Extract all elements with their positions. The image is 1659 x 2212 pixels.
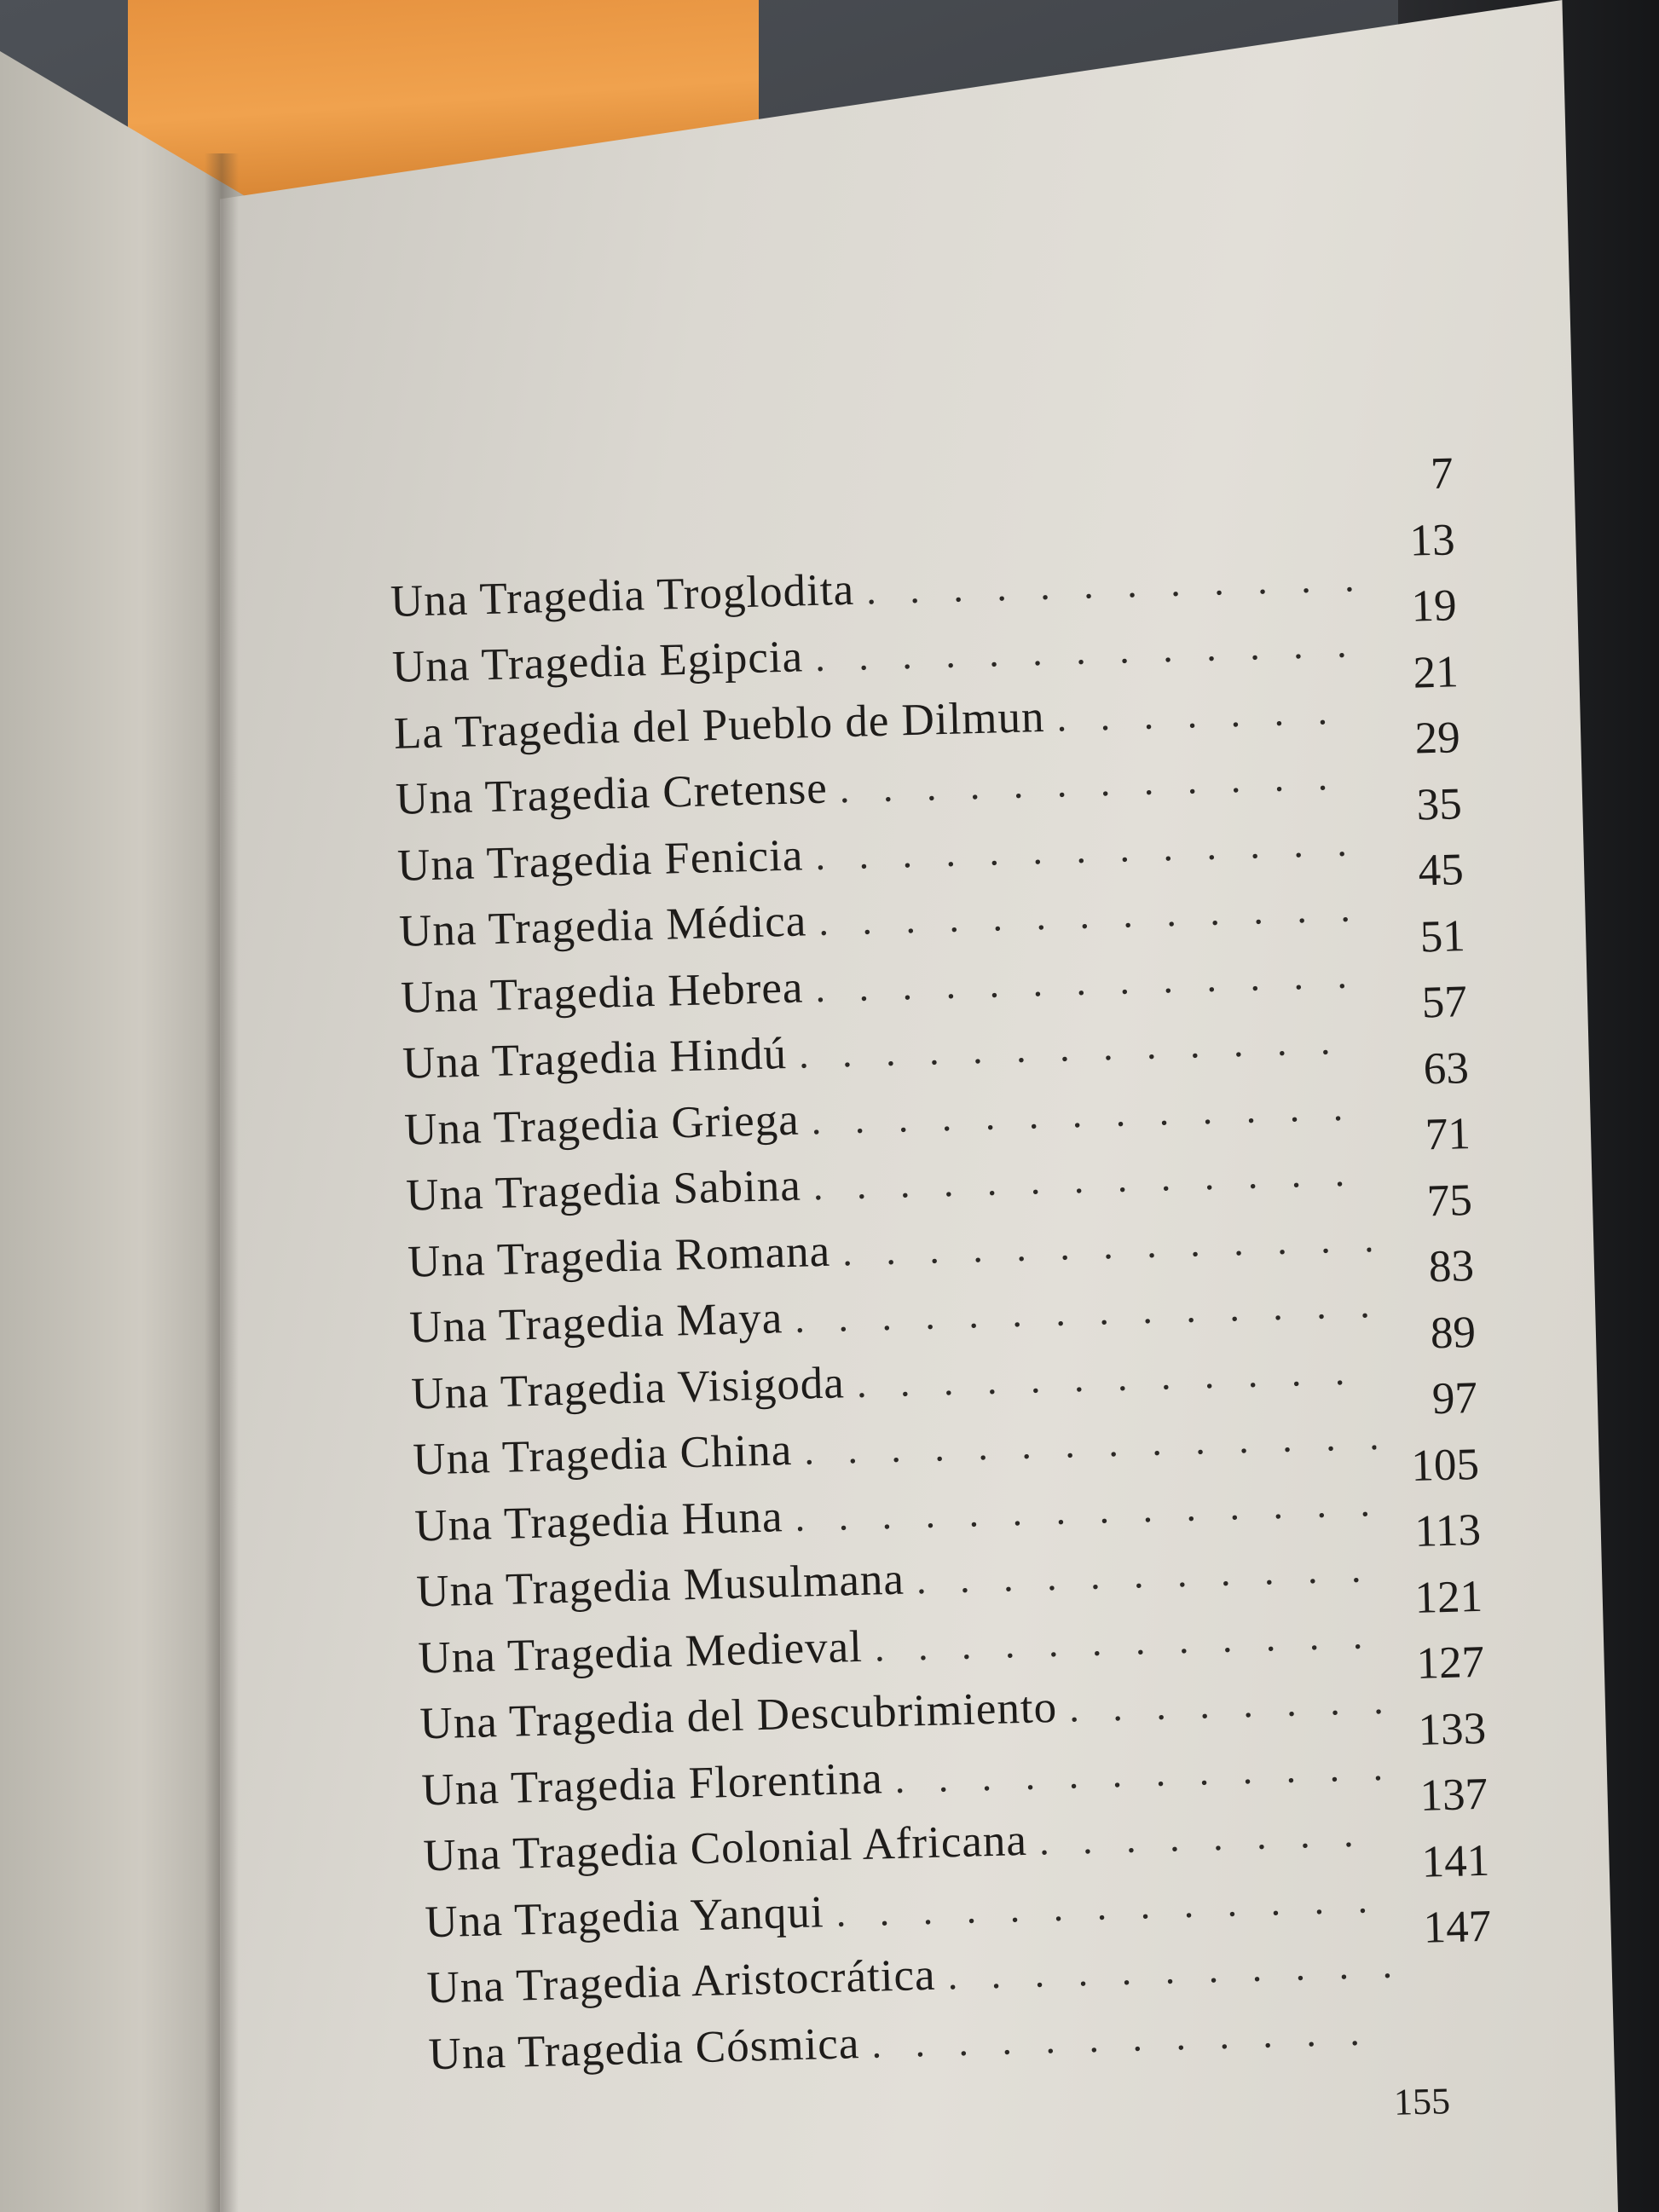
toc-entry-title: Una Tragedia Troglodita	[390, 564, 855, 627]
page-gutter	[205, 153, 239, 2212]
toc-entry-title: Una Tragedia China	[412, 1424, 793, 1485]
toc-entry-title: Una Tragedia Hebrea	[400, 962, 805, 1023]
toc-entry-page: 121	[1413, 1571, 1483, 1623]
toc-leader-dots	[858, 1997, 1392, 2077]
toc-entry-page: 133	[1417, 1703, 1487, 1755]
toc-entry-page: 7	[1430, 448, 1454, 499]
toc-entry-page: 71	[1425, 1109, 1471, 1160]
toc-entry-title: Una Tragedia Sabina	[405, 1160, 802, 1221]
page-number: 155	[1393, 2080, 1451, 2123]
toc-entry-title: Una Tragedia del Descubrimiento	[419, 1682, 1058, 1749]
toc-entry-title: Una Tragedia Medieval	[417, 1621, 864, 1684]
toc-entry-page: 13	[1408, 514, 1456, 566]
toc-entry-page: 137	[1419, 1769, 1488, 1821]
toc-leader-dots	[1056, 1667, 1384, 1741]
toc-entry-title: Una Tragedia Musulmana	[415, 1554, 905, 1617]
toc-entry-page: 105	[1410, 1439, 1480, 1491]
toc-entry-page: 113	[1413, 1505, 1482, 1556]
toc-entry-page: 51	[1419, 910, 1466, 962]
toc-leader-dots	[1026, 1799, 1387, 1875]
toc-entry-page: 147	[1422, 1901, 1492, 1953]
toc-entry-title: Una Tragedia Fenicia	[396, 829, 805, 891]
toc-leader-dots	[935, 1932, 1391, 2009]
toc-entry-page	[1391, 2007, 1494, 2009]
toc-entry-page: 35	[1415, 778, 1463, 830]
toc-entry-title: Una Tragedia Maya	[408, 1293, 783, 1353]
toc-entry-title: Una Tragedia Aristocrática	[425, 1949, 937, 2013]
toc-entry-title: Una Tragedia Florentina	[420, 1753, 884, 1815]
toc-entry-page: 83	[1428, 1240, 1475, 1292]
toc-entry-title: Una Tragedia Egipcia	[391, 632, 804, 692]
toc-entry-title: Una Tragedia Hindú	[402, 1028, 788, 1089]
toc-entry-title: La Tragedia del Pueblo de Dilmun	[393, 691, 1046, 759]
toc-leader-dots	[904, 1535, 1380, 1614]
toc-entry-page: 21	[1412, 646, 1460, 698]
toc-entry-title: Una Tragedia Huna	[413, 1491, 784, 1551]
toc-entry-title: Una Tragedia Colonial Africana	[422, 1815, 1028, 1881]
toc-entry-title: Una Tragedia Médica	[398, 896, 807, 956]
toc-entry-page: 75	[1426, 1175, 1473, 1226]
toc-entry-title: Una Tragedia Visigoda	[410, 1357, 846, 1419]
toc-leader-dots	[1043, 677, 1357, 751]
toc-entry-title: Una Tragedia Griega	[403, 1094, 801, 1155]
toc-entry-page: 127	[1415, 1637, 1485, 1689]
toc-entry-page: 45	[1417, 845, 1465, 896]
toc-entry-title: Una Tragedia Romana	[407, 1226, 831, 1287]
toc-entry-page: 19	[1410, 580, 1458, 632]
table-of-contents	[388, 448, 1494, 2088]
toc-entry-title: Una Tragedia Cósmica	[427, 2018, 861, 2079]
toc-entry-page: 57	[1421, 977, 1468, 1028]
toc-entry-page: 97	[1431, 1372, 1478, 1424]
toc-entry-page: 63	[1423, 1042, 1470, 1094]
toc-entry-title: Una Tragedia Cretense	[395, 763, 829, 824]
toc-entry-page: 141	[1420, 1835, 1490, 1887]
toc-entry-title: Una Tragedia Yanqui	[424, 1886, 825, 1947]
toc-entry-page: 89	[1430, 1307, 1477, 1358]
toc-entry-page: 29	[1413, 713, 1461, 764]
